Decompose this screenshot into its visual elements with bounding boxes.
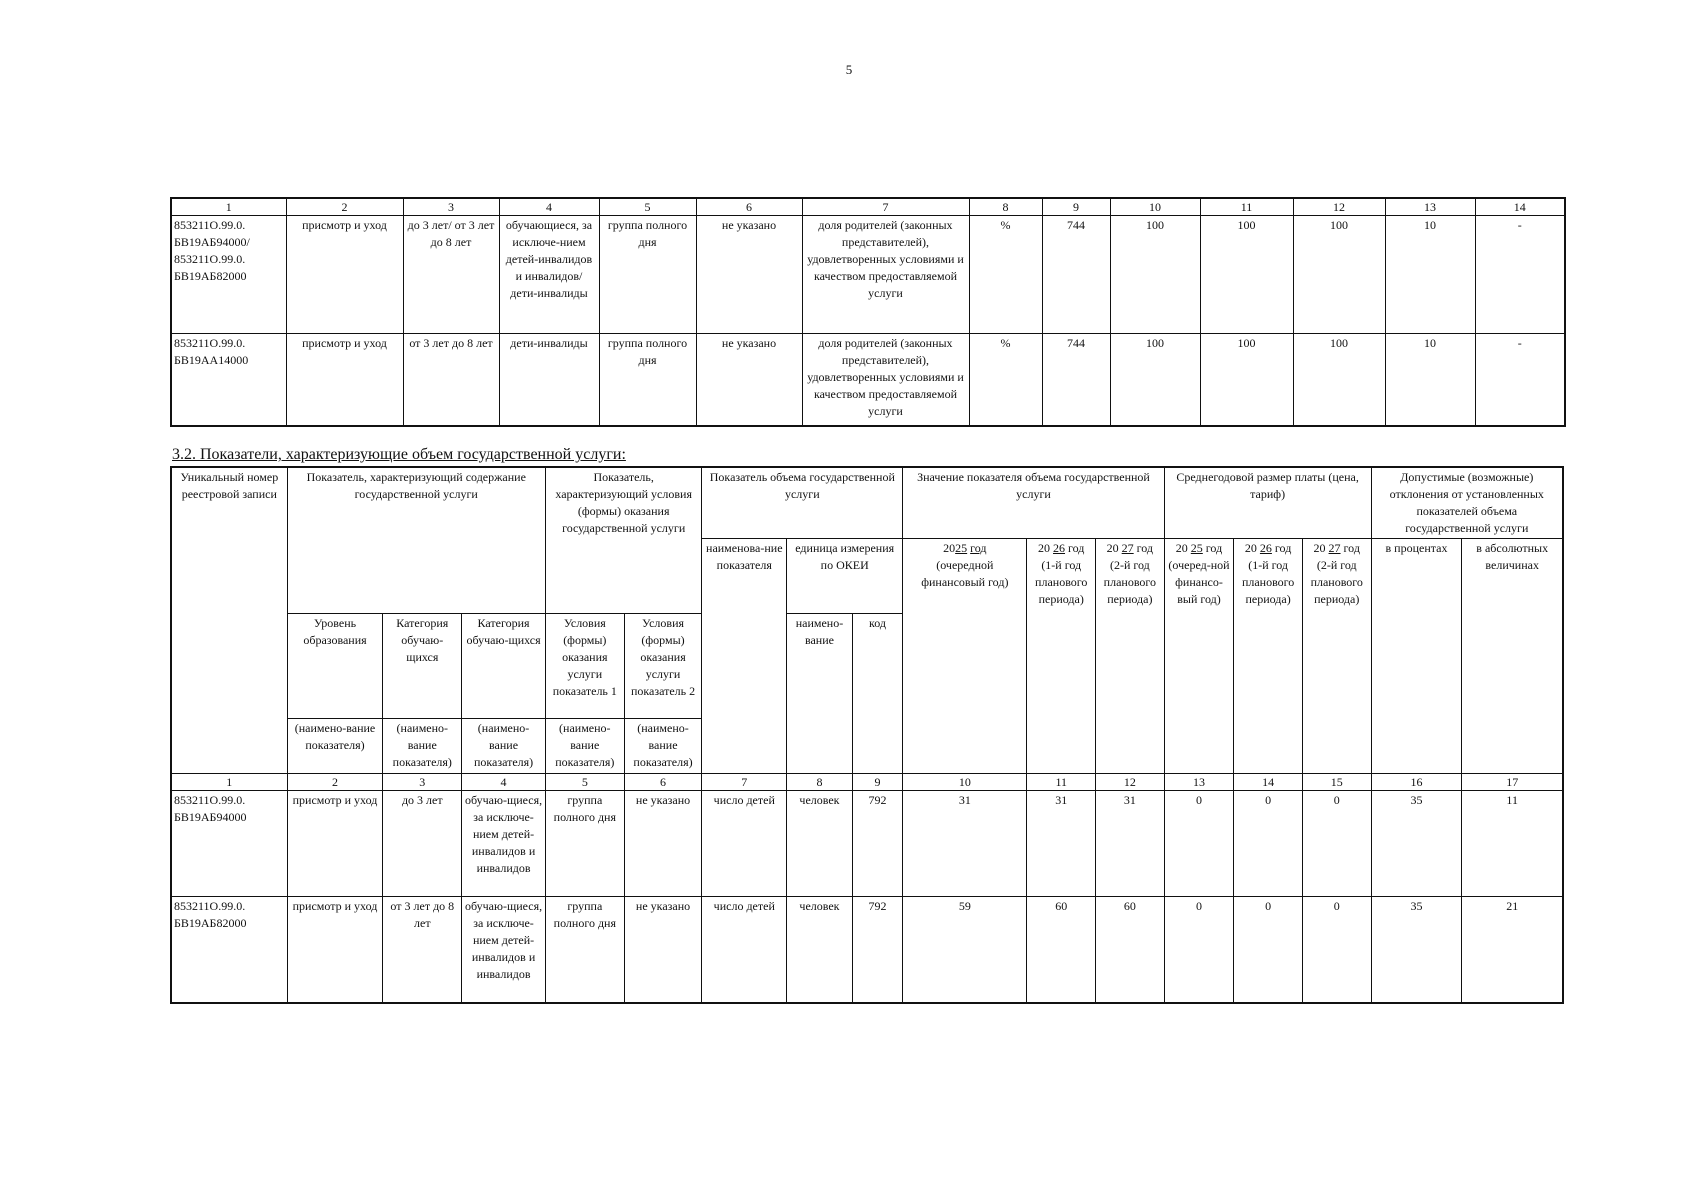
header-indicator-name: наименова-ние показателя <box>702 539 787 774</box>
service-condition-2: не указано <box>624 791 702 897</box>
fee-2027: 0 <box>1302 897 1371 1003</box>
service-content: присмотр и уход <box>286 334 403 426</box>
unit-code: 744 <box>1042 334 1110 426</box>
service-content: присмотр и уход <box>286 216 403 334</box>
header-category-2: Категория обучаю-щихся <box>462 614 546 719</box>
student-category: дети-инвалиды <box>499 334 599 426</box>
header-name-label: (наимено-вание показателя) <box>287 719 383 774</box>
section-title: 3.2. Показатели, характеризующие объем государственной услуги: <box>172 446 626 463</box>
deviation-percent: 35 <box>1371 897 1462 1003</box>
value-2026: 60 <box>1027 897 1096 1003</box>
col-number: 5 <box>545 774 624 791</box>
header-condition-1: Условия (формы) оказания услуги показатель 1 <box>545 614 624 719</box>
header-year-2026: 20 26 год (1-й год планового периода) <box>1027 539 1096 774</box>
service-condition: группа полного дня <box>599 334 696 426</box>
header-fee-2027: 20 27 год (2-й год планового периода) <box>1302 539 1371 774</box>
fee-2025: 0 <box>1164 897 1234 1003</box>
value-2025: 100 <box>1110 334 1200 426</box>
header-deviation-percent: в процентах <box>1371 539 1462 774</box>
header-unit-code: код <box>852 614 903 774</box>
indicator-name: доля родителей (законных представителей), удовлетворенных условиями и качеством предоставляемой услуги <box>802 216 969 334</box>
student-category: обучаю-щиеся, за исключе-нием детей-инвалидов и инвалидов <box>462 897 546 1003</box>
header-level: Уровень образования <box>287 614 383 719</box>
col-number: 6 <box>696 198 802 216</box>
header-condition-2: Условия (формы) оказания услуги показатель 2 <box>624 614 702 719</box>
service-condition: группа полного дня <box>545 897 624 1003</box>
header-category-1: Категория обучаю-щихся <box>383 614 462 719</box>
header-fee-2025: 20 25 год (очеред-ной финансо-вый год) <box>1164 539 1234 774</box>
registry-number: 853211О.99.0. БВ19АБ94000 <box>171 791 287 897</box>
header-fee-2026: 20 26 год (1-й год планового периода) <box>1234 539 1303 774</box>
student-category: обучаю-щиеся, за исключе-нием детей-инвалидов и инвалидов <box>462 791 546 897</box>
fee-2027: 0 <box>1302 791 1371 897</box>
header-name-label: (наимено-вание показателя) <box>624 719 702 774</box>
header-row-1 <box>171 467 1563 539</box>
deviation-percent: 10 <box>1385 334 1475 426</box>
col-number: 9 <box>1042 198 1110 216</box>
value-2027: 31 <box>1096 791 1165 897</box>
col-number: 8 <box>969 198 1042 216</box>
value-2025: 31 <box>903 791 1027 897</box>
col-number: 8 <box>787 774 853 791</box>
registry-number: 853211О.99.0. БВ19АА14000 <box>171 334 286 426</box>
fee-2025: 0 <box>1164 791 1234 897</box>
service-condition: группа полного дня <box>599 216 696 334</box>
deviation-absolute: - <box>1475 216 1565 334</box>
col-number: 16 <box>1371 774 1462 791</box>
col-number: 12 <box>1293 198 1385 216</box>
col-number: 1 <box>171 774 287 791</box>
value-2025: 100 <box>1110 216 1200 334</box>
header-fee-group: Среднегодовой размер платы (цена, тариф) <box>1164 467 1371 539</box>
col-number: 11 <box>1200 198 1293 216</box>
unit-code: 744 <box>1042 216 1110 334</box>
deviation-percent: 10 <box>1385 216 1475 334</box>
col-number: 13 <box>1385 198 1475 216</box>
col-number: 12 <box>1096 774 1165 791</box>
age-group: от 3 лет до 8 лет <box>403 334 499 426</box>
indicator-name: число детей <box>702 897 787 1003</box>
col-number: 7 <box>802 198 969 216</box>
header-registry: Уникальный номер реестровой записи <box>171 467 287 774</box>
indicator-name: доля родителей (законных представителей), удовлетворенных условиями и качеством предоставляемой услуги <box>802 334 969 426</box>
column-number-row <box>171 198 1565 216</box>
unit-code: 792 <box>852 791 903 897</box>
col-number: 2 <box>287 774 383 791</box>
service-condition-2: не указано <box>696 216 802 334</box>
header-deviation-group: Допустимые (возможные) отклонения от установленных показателей объема государственной услуги <box>1371 467 1563 539</box>
unit-name: человек <box>787 791 853 897</box>
header-unit-group: единица измерения по ОКЕИ <box>787 539 903 614</box>
header-conditions-group: Показатель, характеризующий условия (формы) оказания государственной услуги <box>545 467 701 614</box>
col-number: 3 <box>403 198 499 216</box>
table-row <box>171 791 1563 897</box>
col-number: 1 <box>171 198 286 216</box>
service-condition: группа полного дня <box>545 791 624 897</box>
indicator-name: число детей <box>702 791 787 897</box>
page-number: 5 <box>845 62 853 77</box>
service-condition-2: не указано <box>696 334 802 426</box>
col-number: 10 <box>903 774 1027 791</box>
col-number: 10 <box>1110 198 1200 216</box>
col-number: 2 <box>286 198 403 216</box>
col-number: 7 <box>702 774 787 791</box>
header-deviation-absolute: в абсолютных величинах <box>1462 539 1563 774</box>
value-2027: 100 <box>1293 334 1385 426</box>
col-number: 13 <box>1164 774 1234 791</box>
deviation-absolute: 21 <box>1462 897 1563 1003</box>
header-volume-group: Показатель объема государственной услуги <box>702 467 903 539</box>
col-number: 4 <box>499 198 599 216</box>
service-condition-2: не указано <box>624 897 702 1003</box>
age-group: до 3 лет/ от 3 лет до 8 лет <box>403 216 499 334</box>
age-group: от 3 лет до 8 лет <box>383 897 462 1003</box>
header-year-2025: 2025 год (очередной финансовый год) <box>903 539 1027 774</box>
header-value-group: Значение показателя объема государственной услуги <box>903 467 1164 539</box>
header-name-label: (наимено-вание показателя) <box>383 719 462 774</box>
col-number: 5 <box>599 198 696 216</box>
service-content: присмотр и уход <box>287 897 383 1003</box>
unit-name: % <box>969 334 1042 426</box>
value-2026: 31 <box>1027 791 1096 897</box>
fee-2026: 0 <box>1234 897 1303 1003</box>
column-number-row <box>171 774 1563 791</box>
age-group: до 3 лет <box>383 791 462 897</box>
col-number: 11 <box>1027 774 1096 791</box>
value-2025: 59 <box>903 897 1027 1003</box>
header-content-group: Показатель, характеризующий содержание государственной услуги <box>287 467 545 614</box>
value-2027: 100 <box>1293 216 1385 334</box>
value-2026: 100 <box>1200 216 1293 334</box>
col-number: 14 <box>1475 198 1565 216</box>
value-2026: 100 <box>1200 334 1293 426</box>
col-number: 6 <box>624 774 702 791</box>
service-content: присмотр и уход <box>287 791 383 897</box>
unit-name: % <box>969 216 1042 334</box>
unit-name: человек <box>787 897 853 1003</box>
deviation-absolute: - <box>1475 334 1565 426</box>
table-row <box>171 897 1563 1003</box>
fee-2026: 0 <box>1234 791 1303 897</box>
deviation-percent: 35 <box>1371 791 1462 897</box>
header-name-label: (наимено-вание показателя) <box>545 719 624 774</box>
header-year-2027: 20 27 год (2-й год планового периода) <box>1096 539 1165 774</box>
deviation-absolute: 11 <box>1462 791 1563 897</box>
col-number: 14 <box>1234 774 1303 791</box>
registry-number: 853211О.99.0. БВ19АБ82000 <box>171 897 287 1003</box>
header-name-label: (наимено-вание показателя) <box>462 719 546 774</box>
col-number: 17 <box>1462 774 1563 791</box>
table-row <box>171 216 1565 334</box>
unit-code: 792 <box>852 897 903 1003</box>
col-number: 4 <box>462 774 546 791</box>
col-number: 9 <box>852 774 903 791</box>
col-number: 3 <box>383 774 462 791</box>
quality-indicators-table <box>170 197 1566 427</box>
value-2027: 60 <box>1096 897 1165 1003</box>
col-number: 15 <box>1302 774 1371 791</box>
table-row <box>171 334 1565 426</box>
header-unit-name: наимено-вание <box>787 614 853 774</box>
volume-indicators-table <box>170 466 1564 1004</box>
registry-number: 853211О.99.0. БВ19АБ94000/ 853211О.99.0. БВ19АБ82000 <box>171 216 286 334</box>
student-category: обучающиеся, за исключе-нием детей-инвалидов и инвалидов/ дети-инвалиды <box>499 216 599 334</box>
